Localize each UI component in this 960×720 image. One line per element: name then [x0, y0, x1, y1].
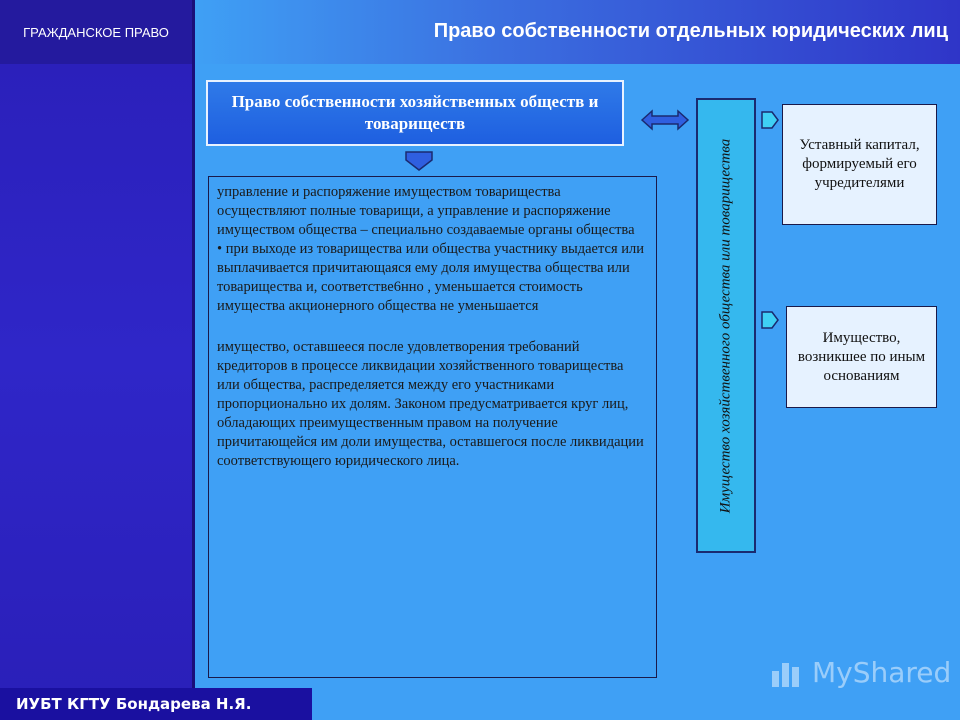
right-arrow-icon [760, 108, 780, 132]
sidebar-divider [192, 0, 195, 720]
watermark [770, 656, 951, 689]
property-vertical-label: Имущество хозяйственного общества или товарищества [717, 138, 734, 513]
header-bar [195, 0, 960, 64]
description-box [208, 176, 657, 678]
main-box: Право собственности хозяйственных обществ и товариществ [206, 80, 624, 146]
footer-author: ИУБТ КГТУ Бондарева Н.Я. [0, 688, 312, 720]
sidebar [0, 0, 192, 720]
course-label: ГРАЖДАНСКОЕ ПРАВО [0, 0, 192, 64]
charter-capital-box: Уставный капитал, формируемый его учредителями [782, 104, 937, 225]
paragraph-liquidation: имущество, оставшееся после удовлетворения требований кредиторов в процессе ликвидации хозяйственного товарищества или общества, распределяется между его участниками пропорционально их долям. Законом предусматривается круг лиц, обладающих преимущественным правом на получение причитающейся им доли имущества, оставшегося после ликвидации соответствующего юридического лица. [217, 339, 644, 469]
down-arrow-icon [404, 150, 434, 172]
right-arrow-icon [760, 308, 780, 332]
other-property-box: Имущество, возникшее по иным основаниям [786, 306, 937, 408]
watermark-text: MyShared [812, 656, 952, 689]
property-vertical-box [696, 98, 756, 553]
paragraph-management: управление и распоряжение имуществом товарищества осуществляют полные товарищи, а управление и распоряжение имуществом общества – специально создаваемые органы общества [217, 184, 635, 238]
double-arrow-icon [640, 108, 690, 132]
page-title: Право собственности отдельных юридических лиц [433, 20, 948, 42]
paragraph-exit: • при выходе из товарищества или общества участнику выдается или выплачивается причитающаяся ему доля имущества общества или товарищества и, соответстве6нно , уменьшается стоимость имущества акционерного общества не уменьшается [217, 241, 644, 314]
chart-logo-icon [770, 657, 806, 689]
